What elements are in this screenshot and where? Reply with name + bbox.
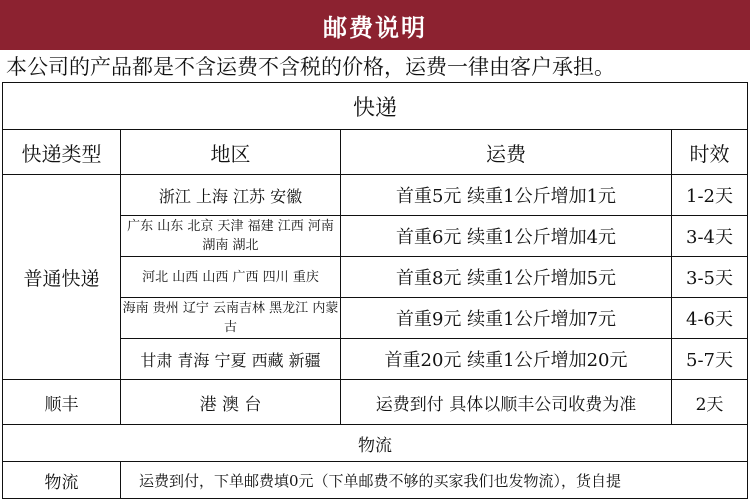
table-row — [3, 175, 748, 216]
region-cell: 浙江 上海 江苏 安徽 — [121, 175, 341, 216]
shunfeng-fee: 运费到付 具体以顺丰公司收费为准 — [341, 380, 672, 425]
shunfeng-row — [3, 380, 748, 425]
express-section-title: 快递 — [3, 83, 748, 130]
fee-cell: 首重5元 续重1公斤增加1元 — [341, 175, 672, 216]
time-cell: 3-4天 — [672, 216, 748, 257]
intro-text: 本公司的产品都是不含运费不含税的价格，运费一律由客户承担。 — [6, 55, 615, 79]
time-cell: 1-2天 — [672, 175, 748, 216]
region-cell: 河北 山西 山西 广西 四川 重庆 — [121, 257, 341, 298]
column-header-fee: 运费 — [341, 130, 672, 175]
shipping-table — [2, 82, 748, 499]
column-header-type: 快递类型 — [3, 130, 121, 175]
express-section-row — [3, 83, 748, 130]
region-cell: 甘肃 青海 宁夏 西藏 新疆 — [121, 339, 341, 380]
column-header-time: 时效 — [672, 130, 748, 175]
fee-cell: 首重20元 续重1公斤增加20元 — [341, 339, 672, 380]
fee-cell: 首重6元 续重1公斤增加4元 — [341, 216, 672, 257]
region-cell: 海南 贵州 辽宁 云南吉林 黑龙江 内蒙古 — [121, 298, 341, 339]
express-type-label: 普通快递 — [3, 175, 121, 380]
region-cell: 广东 山东 北京 天津 福建 江西 河南 湖南 湖北 — [121, 216, 341, 257]
shunfeng-region: 港 澳 台 — [121, 380, 341, 425]
header-row — [3, 130, 748, 175]
time-cell: 4-6天 — [672, 298, 748, 339]
logistics-type: 物流 — [3, 462, 121, 499]
shunfeng-time: 2天 — [672, 380, 748, 425]
logistics-note: 运费到付，下单邮费填0元（下单邮费不够的买家我们也发物流），货自提 — [121, 462, 748, 499]
fee-cell: 首重9元 续重1公斤增加7元 — [341, 298, 672, 339]
shunfeng-type: 顺丰 — [3, 380, 121, 425]
fee-cell: 首重8元 续重1公斤增加5元 — [341, 257, 672, 298]
time-cell: 3-5天 — [672, 257, 748, 298]
column-header-region: 地区 — [121, 130, 341, 175]
time-cell: 5-7天 — [672, 339, 748, 380]
logistics-section-row — [3, 425, 748, 462]
logistics-section-title: 物流 — [3, 425, 748, 462]
page-title: 邮费说明 — [0, 0, 750, 50]
logistics-row — [3, 462, 748, 499]
